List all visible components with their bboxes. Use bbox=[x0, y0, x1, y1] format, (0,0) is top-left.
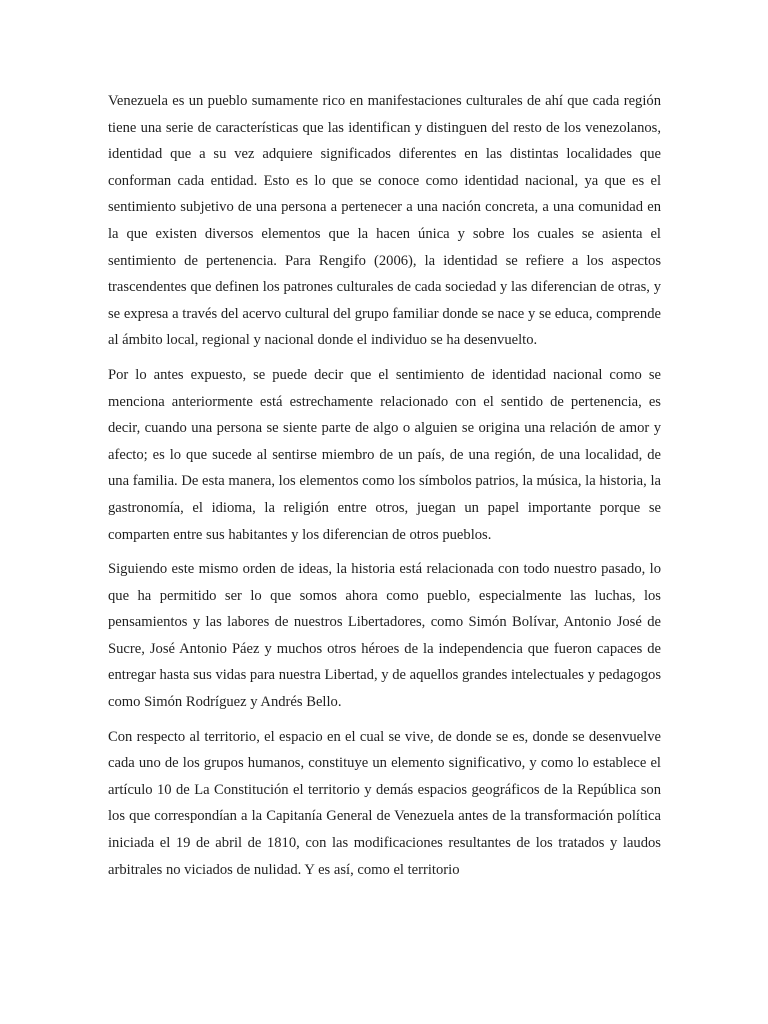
paragraph-sentido-pertenencia: Por lo antes expuesto, se puede decir que el sentimiento de identidad nacional como se menciona anteriormente está estrechamente relacionado con el sentido de pertenencia, es decir, cuando una persona se siente parte de algo o alguien se origina una relación de amor y afecto; es lo que sucede al sentirse miembro de un país, de una región, de una localidad, de una familia. De esta manera, los elementos como los símbolos patrios, la música, la historia, la gastronomía, el idioma, la religión entre otros, juegan un papel importante porque se comparten entre sus habitantes y los diferencian de otros pueblos. bbox=[108, 366, 661, 543]
paragraph-territorio: Con respecto al territorio, el espacio en el cual se vive, de donde se es, donde se desenvuelve cada uno de los grupos humanos, constituye un elemento significativo, y como lo establece el artículo 10 de La Constitución el territorio y demás espacios geográficos de la República son los que correspondían a la Capitanía General de Venezuela antes de la transformación política iniciada el 19 de abril de 1810, con las modificaciones resultantes de los tratados y laudos arbitrales no viciados de nulidad. Y es así, como el territorio bbox=[108, 728, 661, 878]
paragraph-historia: Siguiendo este mismo orden de ideas, la historia está relacionada con todo nuestro pasado, lo que ha permitido ser lo que somos ahora como pueblo, especialmente las luchas, los pensamientos y las labores de nuestros Libertadores, como Simón Bolívar, Antonio José de Sucre, José Antonio Páez y muchos otros héroes de la independencia que fueron capaces de entregar hasta sus vidas para nuestra Libertad, y de aquellos grandes intelectuales y pedagogos como Simón Rodríguez y Andrés Bello. bbox=[108, 561, 661, 711]
document-body bbox=[108, 88, 661, 891]
paragraph-identidad-nacional: Venezuela es un pueblo sumamente rico en manifestaciones culturales de ahí que cada región tiene una serie de características que las identifican y distinguen del resto de los venezolanos, identidad que a su vez adquiere significados diferentes en las distintas localidades que conforman cada entidad. Esto es lo que se conoce como identidad nacional, ya que es el sentimiento subjetivo de una persona a pertenecer a una nación concreta, a una comunidad en la que existen diversos elementos que la hacen única y sobre los cuales se asienta el sentimiento de pertenencia. Para Rengifo (2006), la identidad se refiere a los aspectos trascendentes que definen los patrones culturales de cada sociedad y las diferencian de otras, y se expresa a través del acervo cultural del grupo familiar donde se nace y se educa, comprende al ámbito local, regional y nacional donde el individuo se ha desenvuelto. bbox=[108, 93, 661, 349]
